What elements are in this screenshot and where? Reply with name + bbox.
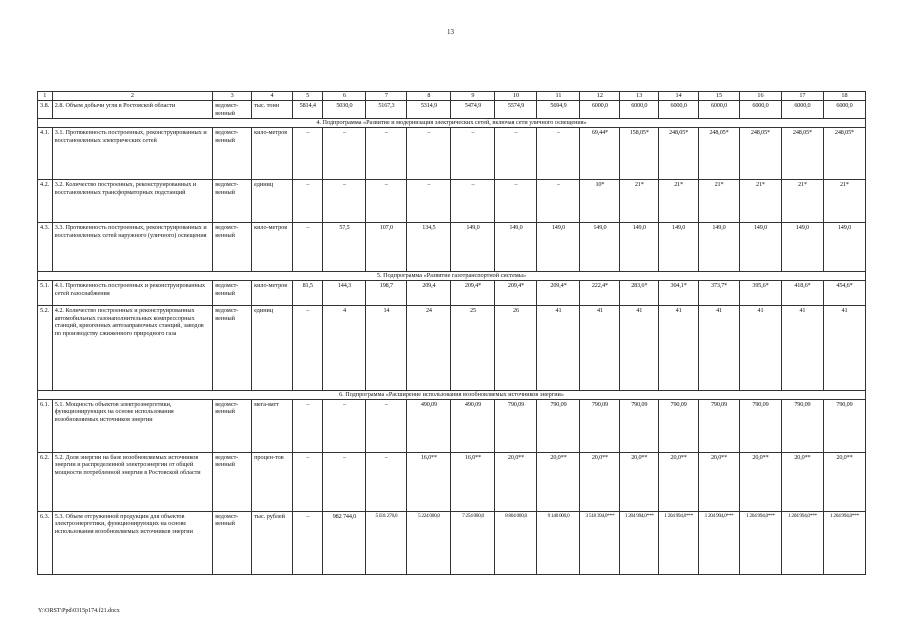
year-value: 26 xyxy=(495,305,537,390)
year-value: 6000,0 xyxy=(823,100,865,119)
data-source: ведомст-венный xyxy=(213,100,252,119)
column-number: 5 xyxy=(293,92,323,101)
unit-of-measure: единиц xyxy=(252,305,293,390)
year-value: 248,05* xyxy=(781,128,823,180)
year-value: 149,0 xyxy=(495,223,537,272)
year-value: 20,0** xyxy=(495,452,537,511)
year-value: 149,0 xyxy=(699,223,740,272)
year-value: – xyxy=(451,128,495,180)
year-value: 41 xyxy=(781,305,823,390)
column-number: 2 xyxy=(52,92,213,101)
table-row xyxy=(38,180,866,223)
year-value: 790,09 xyxy=(620,399,659,452)
year-value: – xyxy=(537,180,580,223)
data-source: ведомст-венный xyxy=(213,452,252,511)
year-value: 25 xyxy=(451,305,495,390)
year-value: – xyxy=(323,452,366,511)
column-number: 17 xyxy=(781,92,823,101)
year-value: – xyxy=(366,128,407,180)
year-value: – xyxy=(407,128,451,180)
year-value: 5 224 000,0 xyxy=(407,511,451,574)
year-value: 454,6* xyxy=(823,280,865,305)
column-number: 1 xyxy=(38,92,53,101)
subprogram-row xyxy=(38,390,866,399)
year-value: 24 xyxy=(407,305,451,390)
year-value: 20,0** xyxy=(620,452,659,511)
year-value: 373,7* xyxy=(699,280,740,305)
data-source: ведомст-венный xyxy=(213,305,252,390)
year-value: 283,6* xyxy=(620,280,659,305)
column-number: 3 xyxy=(213,92,252,101)
year-value: 1 204 994,0*** xyxy=(659,511,699,574)
year-value: 41 xyxy=(739,305,781,390)
indicator-name: 5.2. Доля энергии на базе возобновляемых источников энергии и распределенной электроэнергии от общей мощности потребленной энергии в Ростовской области xyxy=(52,452,213,511)
year-value: 3 518 394,0*** xyxy=(580,511,620,574)
year-value: 41 xyxy=(699,305,740,390)
table-row xyxy=(38,511,866,574)
row-index: 3.8. xyxy=(38,100,53,119)
table-row xyxy=(38,280,866,305)
row-index: 5.2. xyxy=(38,305,53,390)
header-row xyxy=(38,92,866,101)
year-value: 490,09 xyxy=(407,399,451,452)
year-value: 6000,0 xyxy=(739,100,781,119)
year-value: 198,7 xyxy=(366,280,407,305)
indicator-name: 3.1. Протяженность построенных, реконструированных и восстановленных электрических сетей xyxy=(52,128,213,180)
column-number: 12 xyxy=(580,92,620,101)
column-number: 14 xyxy=(659,92,699,101)
data-source: ведомст-венный xyxy=(213,180,252,223)
year-value: 41 xyxy=(620,305,659,390)
year-value: 1 204 994,0*** xyxy=(823,511,865,574)
row-index: 6.2. xyxy=(38,452,53,511)
year-value: 149,0 xyxy=(537,223,580,272)
year-value: 209,4* xyxy=(537,280,580,305)
table-row xyxy=(38,452,866,511)
indicator-name: 5.3. Объем отгруженной продукции для объектов электроэнергетики, функционирующих на основе использования возобновляемых источников энергии xyxy=(52,511,213,574)
year-value: 81,5 xyxy=(293,280,323,305)
column-number: 9 xyxy=(451,92,495,101)
data-source: ведомст-венный xyxy=(213,399,252,452)
year-value: 41 xyxy=(537,305,580,390)
year-value: 790,09 xyxy=(699,399,740,452)
year-value: 6000,0 xyxy=(781,100,823,119)
unit-of-measure: тыс. рублей xyxy=(252,511,293,574)
data-source: ведомст-венный xyxy=(213,223,252,272)
unit-of-measure: кило-метров xyxy=(252,128,293,180)
year-value: 7 254 000,0 xyxy=(451,511,495,574)
year-value: 21* xyxy=(823,180,865,223)
year-value: 418,6* xyxy=(781,280,823,305)
year-value: 6000,0 xyxy=(620,100,659,119)
unit-of-measure: мега-ватт xyxy=(252,399,293,452)
year-value: 790,09 xyxy=(580,399,620,452)
year-value: 20,0** xyxy=(659,452,699,511)
year-value: – xyxy=(293,180,323,223)
year-value: 790,09 xyxy=(495,399,537,452)
data-source: ведомст-венный xyxy=(213,128,252,180)
indicator-name: 2.8. Объем добычи угля в Ростовской области xyxy=(52,100,213,119)
column-number: 6 xyxy=(323,92,366,101)
year-value: – xyxy=(495,128,537,180)
year-value: 5030,0 xyxy=(323,100,366,119)
year-value: 209,4* xyxy=(451,280,495,305)
row-index: 4.2. xyxy=(38,180,53,223)
year-value: 21* xyxy=(781,180,823,223)
table-row xyxy=(38,223,866,272)
indicator-name: 5.1. Мощность объектов электроэнергетики, функционирующих на основе использования возобновляемых источников энергии xyxy=(52,399,213,452)
year-value: 149,0 xyxy=(823,223,865,272)
year-value: 790,09 xyxy=(823,399,865,452)
indicators-table xyxy=(37,91,866,575)
year-value: 1 204 994,0*** xyxy=(699,511,740,574)
year-value: 5 031 270,0 xyxy=(366,511,407,574)
page-number: 13 xyxy=(447,28,454,36)
year-value: – xyxy=(293,305,323,390)
year-value: 20,0** xyxy=(823,452,865,511)
year-value: 16,0** xyxy=(407,452,451,511)
year-value: 1 204 994,0*** xyxy=(739,511,781,574)
year-value: 790,09 xyxy=(537,399,580,452)
year-value: 69,44* xyxy=(580,128,620,180)
row-index: 6.3. xyxy=(38,511,53,574)
table-row xyxy=(38,305,866,390)
year-value: 395,6* xyxy=(739,280,781,305)
year-value: 149,0 xyxy=(659,223,699,272)
year-value: 790,09 xyxy=(781,399,823,452)
year-value: 20,0** xyxy=(537,452,580,511)
year-value: 20,0** xyxy=(699,452,740,511)
indicator-name: 3.2. Количество построенных, реконструированных и восстановленных трансформаторных подстанций xyxy=(52,180,213,223)
year-value: 41 xyxy=(659,305,699,390)
year-value: 21* xyxy=(739,180,781,223)
subprogram-title: 6. Подпрограмма «Расширение использования возобновляемых источников энергии» xyxy=(38,390,866,399)
year-value: 9 140 000,0 xyxy=(537,511,580,574)
column-number: 10 xyxy=(495,92,537,101)
year-value: 5314,9 xyxy=(407,100,451,119)
column-number: 7 xyxy=(366,92,407,101)
year-value: 149,0 xyxy=(781,223,823,272)
year-value: – xyxy=(366,452,407,511)
year-value: 149,0 xyxy=(620,223,659,272)
year-value: 41 xyxy=(580,305,620,390)
year-value: – xyxy=(495,180,537,223)
year-value: – xyxy=(366,180,407,223)
column-number: 16 xyxy=(739,92,781,101)
year-value: 14 xyxy=(366,305,407,390)
row-index: 6.1. xyxy=(38,399,53,452)
table-row xyxy=(38,100,866,119)
year-value: 790,09 xyxy=(739,399,781,452)
year-value: – xyxy=(407,180,451,223)
column-number: 15 xyxy=(699,92,740,101)
indicator-name: 4.2. Количество построенных и реконструированных автомобильных газонаполнительных компрессорных станций, криогенных автозаправочных станций, заводов по производству сжиженного природного газа xyxy=(52,305,213,390)
year-value: 20,0** xyxy=(739,452,781,511)
year-value: 6000,0 xyxy=(659,100,699,119)
year-value: 982 744,0 xyxy=(323,511,366,574)
table-row xyxy=(38,128,866,180)
year-value: – xyxy=(323,399,366,452)
row-index: 4.3. xyxy=(38,223,53,272)
year-value: – xyxy=(323,180,366,223)
year-value: 304,1* xyxy=(659,280,699,305)
year-value: 149,0 xyxy=(451,223,495,272)
year-value: 4 xyxy=(323,305,366,390)
year-value: 248,05* xyxy=(699,128,740,180)
subprogram-title: 4. Подпрограмма «Развитие и модернизация электрических сетей, включая сети уличного освещения» xyxy=(38,119,866,128)
table-row xyxy=(38,399,866,452)
year-value: – xyxy=(537,128,580,180)
year-value: – xyxy=(323,128,366,180)
year-value: 248,05* xyxy=(823,128,865,180)
year-value: 158,05* xyxy=(620,128,659,180)
year-value: 8 804 000,0 xyxy=(495,511,537,574)
year-value: 21* xyxy=(620,180,659,223)
subprogram-row xyxy=(38,119,866,128)
subprogram-title: 5. Подпрограмма «Развитие газотранспортной системы» xyxy=(38,272,866,281)
row-index: 4.1. xyxy=(38,128,53,180)
year-value: 41 xyxy=(823,305,865,390)
year-value: – xyxy=(293,128,323,180)
year-value: 222,4* xyxy=(580,280,620,305)
year-value: 134,5 xyxy=(407,223,451,272)
year-value: 209,4* xyxy=(495,280,537,305)
column-number: 8 xyxy=(407,92,451,101)
year-value: 149,0 xyxy=(580,223,620,272)
row-index: 5.1. xyxy=(38,280,53,305)
year-value: 107,0 xyxy=(366,223,407,272)
unit-of-measure: кило-метров xyxy=(252,280,293,305)
year-value: 149,0 xyxy=(739,223,781,272)
year-value: 248,05* xyxy=(739,128,781,180)
year-value: – xyxy=(293,452,323,511)
year-value: 248,05* xyxy=(659,128,699,180)
unit-of-measure: кило-метров xyxy=(252,223,293,272)
column-number: 4 xyxy=(252,92,293,101)
unit-of-measure: тыс. тонн xyxy=(252,100,293,119)
column-number: 18 xyxy=(823,92,865,101)
indicator-name: 3.3. Протяженность построенных, реконструированных и восстановленных сетей наружного (уличного) освещения xyxy=(52,223,213,272)
year-value: 490,09 xyxy=(451,399,495,452)
unit-of-measure: единиц xyxy=(252,180,293,223)
year-value: 5694,9 xyxy=(537,100,580,119)
data-source: ведомст-венный xyxy=(213,511,252,574)
column-number: 11 xyxy=(537,92,580,101)
indicator-name: 4.1. Протяженность построенных и реконструированных сетей газоснабжения xyxy=(52,280,213,305)
year-value: 16,0** xyxy=(451,452,495,511)
year-value: 144,3 xyxy=(323,280,366,305)
footer-file-path: Y:\ORST\Ppd\0315p174.f21.docx xyxy=(38,608,120,614)
year-value: 21* xyxy=(659,180,699,223)
year-value: 1 204 994,0*** xyxy=(781,511,823,574)
year-value: 5814,4 xyxy=(293,100,323,119)
year-value: 209,4 xyxy=(407,280,451,305)
year-value: – xyxy=(366,399,407,452)
subprogram-row xyxy=(38,272,866,281)
column-number: 13 xyxy=(620,92,659,101)
year-value: 5474,9 xyxy=(451,100,495,119)
year-value: – xyxy=(293,511,323,574)
year-value: 5574,9 xyxy=(495,100,537,119)
unit-of-measure: процен-тов xyxy=(252,452,293,511)
year-value: 20,0** xyxy=(580,452,620,511)
year-value: 10* xyxy=(580,180,620,223)
year-value: 57,5 xyxy=(323,223,366,272)
year-value: – xyxy=(293,223,323,272)
year-value: 790,09 xyxy=(659,399,699,452)
year-value: 6000,0 xyxy=(699,100,740,119)
year-value: 1 204 994,0*** xyxy=(620,511,659,574)
year-value: 5167,3 xyxy=(366,100,407,119)
year-value: 6000,0 xyxy=(580,100,620,119)
year-value: 20,0** xyxy=(781,452,823,511)
year-value: 21* xyxy=(699,180,740,223)
year-value: – xyxy=(451,180,495,223)
year-value: – xyxy=(293,399,323,452)
data-source: ведомст-венный xyxy=(213,280,252,305)
